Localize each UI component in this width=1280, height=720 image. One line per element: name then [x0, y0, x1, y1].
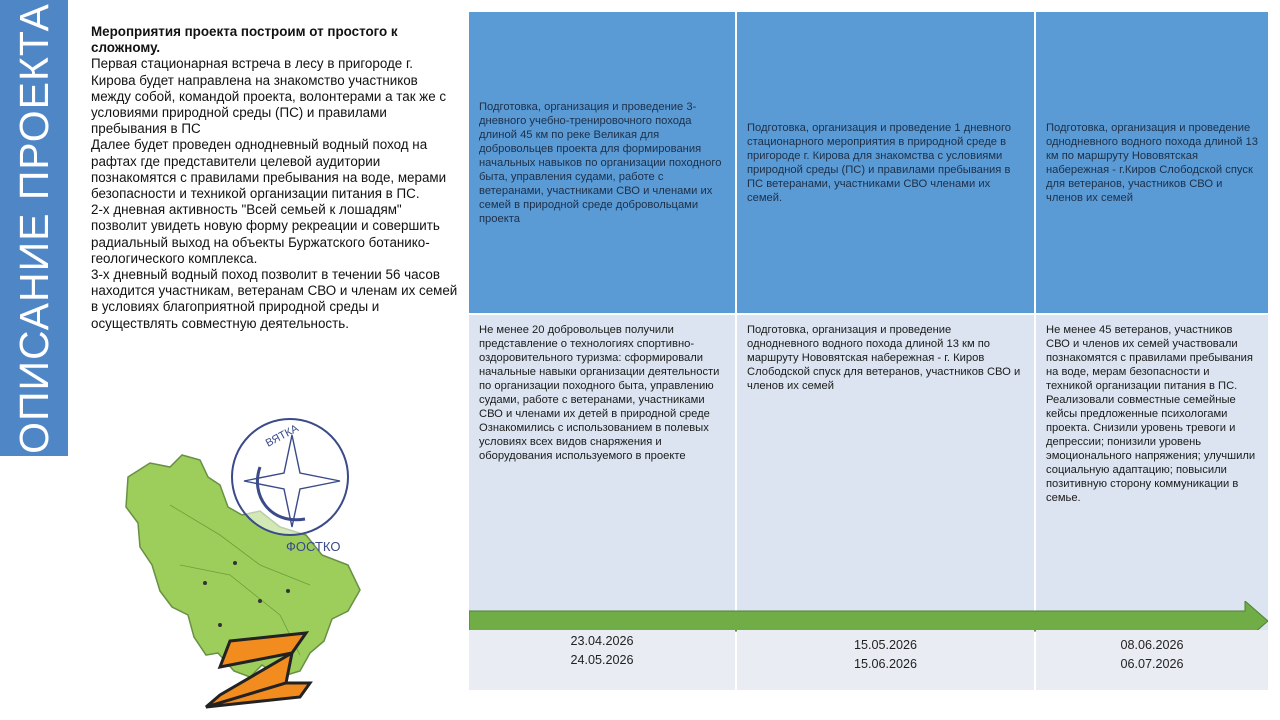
- intro-paragraph: 3-х дневный водный поход позволит в течении 56 часов находится участникам, ветеранам СВО и членам их семей в условиях благоприятной природной среды и осуществлять совместную деятельность.: [91, 267, 458, 331]
- intro-text: [91, 24, 461, 332]
- date-end: 24.05.2026: [570, 653, 634, 667]
- side-title: ОПИСАНИЕ ПРОЕКТА: [10, 2, 57, 454]
- region-map-illustration: [110, 415, 370, 715]
- intro-paragraph: Далее будет проведен однодневный водный поход на рафтах где представители целевой аудитории познакомятся с правилами пребывания на воде, мерами безопасности и техникой организации питания в ПС.: [91, 137, 447, 202]
- task-cell: [737, 12, 1034, 313]
- result-text: Не менее 45 ветеранов, участников СВО и членов их семей участвовали познакомятся с правилами пребывания на воде, мерам безопасности и техникой организации питания в ПС.: [1046, 324, 1253, 392]
- date-end: 15.06.2026: [853, 657, 918, 671]
- date-range: [1036, 630, 1268, 690]
- intro-lead: Мероприятия проекта построим от простого к сложному.: [91, 24, 398, 56]
- result-text: Ознакомились с использованием в полевых условиях всех видов снаряжения и оборудования используемого в проекте: [479, 422, 709, 462]
- date-start: 23.04.2026: [570, 634, 634, 648]
- task-cell: [1036, 12, 1268, 313]
- date-end: 06.07.2026: [1120, 657, 1184, 671]
- result-text: Не менее 20 добровольцев получили представление о технологиях спортивно-оздоровительного туризма: сформировали начальные навыки организации деятельности по организации походного быта, управлению судами, работе с ветеранами, участниками СВО и членами их детей в природной среде: [479, 324, 720, 420]
- task-text: Подготовка, организация и проведение 1 дневного стационарного мероприятия в природной среде в пригороде г. Кирова для знакомства с условиями природной среды (ПС) и правилами пребывания в ПС ветеранами, участниками СВО членами их семей.: [747, 121, 1012, 204]
- logo-bottom-text: ФОСТКО: [286, 539, 341, 554]
- timeline-dates: [469, 630, 1268, 690]
- intro-paragraph: Первая стационарная встреча в лесу в пригороде г. Кирова будет направлена на знакомство участников между собой, командой проекта, волонтерами а так же с условиями природной среды (ПС) и правилами пребывания в ПС: [91, 56, 447, 137]
- task-text: Подготовка, организация и проведение однодневного водного похода длиной 13 км по маршруту Нововятская набережная - г.Киров Слободской спуск для ветеранов, участников СВО и членов их семей: [1046, 121, 1258, 204]
- project-plan-table: [469, 12, 1268, 690]
- result-text: Подготовка, организация и проведение однодневного водного похода длиной 13 км по маршруту Нововятская набережная - г. Киров Слободской спуск для ветеранов, участников СВО и членов их семей: [747, 324, 1021, 392]
- date-start: 08.06.2026: [1120, 638, 1184, 652]
- date-range: [469, 630, 735, 690]
- date-range: [737, 630, 1034, 690]
- logo-top-text: ВЯТКА: [263, 422, 301, 450]
- result-text: Реализовали совместные семейные кейсы предложенные психологами проекта. Снизили уровень тревоги и депрессии; понизили уровень эмоционального напряжения; улучшили социальную адаптацию; повысили позитивную сторону коммуникации в семье.: [1046, 394, 1256, 504]
- task-text: Подготовка, организация и проведение 3-дневного учебно-тренировочного похода длиной 45 км по реке Великая для добровольцев проекта для формирования начальных навыков по организации походного быта, управления судами, работе с ветеранами, участниками СВО и членами их семей в природной среде добровольцами проекта: [479, 100, 722, 225]
- intro-paragraph: 2-х дневная активность "Всей семьей к лошадям" позволит увидеть новую форму рекреации и совершить радиальный выход на объекты Буржатского ботанико-геологического комплекса.: [91, 202, 440, 266]
- date-start: 15.05.2026: [853, 638, 918, 652]
- side-title-banner: [0, 0, 68, 456]
- task-cell: [469, 12, 735, 313]
